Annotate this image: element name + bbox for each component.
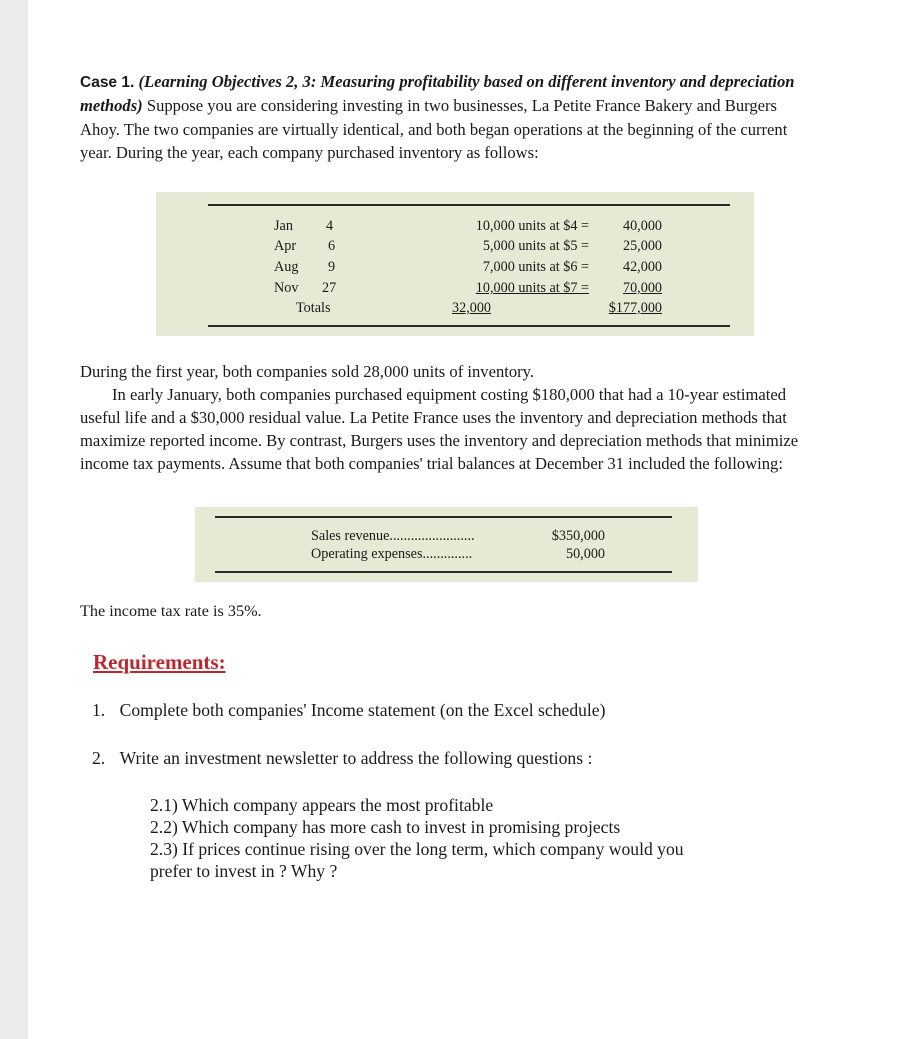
requirement-text: Complete both companies' Income statement (on the Excel schedule)	[119, 700, 606, 720]
case-title: Case 1.	[80, 74, 135, 91]
second-paragraph	[80, 360, 800, 475]
row-day: 6	[328, 238, 336, 254]
row-month: Aug	[274, 259, 299, 275]
sub-question: 2.2) Which company has more cash to invest in promising projects	[150, 817, 621, 837]
sub-question: prefer to invest in ? Why ?	[150, 861, 338, 881]
row-day: 4	[326, 218, 334, 234]
trial-top-rule	[215, 516, 672, 518]
requirement-1	[92, 700, 605, 721]
row-desc: 10,000 units at $7 =	[475, 280, 589, 296]
tax-rate-note: The income tax rate is 35%.	[80, 602, 262, 620]
row-month: Jan	[274, 218, 293, 234]
trial-dots: ..............	[422, 546, 473, 562]
total-units: 32,000	[452, 300, 492, 316]
case-body: Suppose you are considering investing in two businesses, La Petite France Bakery and Burgers Ahoy. The two companies are virtually identical, and both began operations at the beginning of the current year. During the year, each company purchased inventory as follows:	[80, 96, 788, 162]
row-amount: 25,000	[622, 238, 662, 254]
sub-question: 2.3) If prices continue rising over the long term, which company would you	[150, 839, 684, 859]
trial-label: Sales revenue	[311, 528, 390, 544]
row-day: 9	[328, 259, 336, 275]
requirement-2	[92, 748, 592, 769]
sold-units-line: During the first year, both companies sold 28,000 units of inventory.	[80, 362, 535, 381]
sub-question: 2.1) Which company appears the most profitable	[150, 795, 494, 815]
table-bottom-rule	[208, 325, 730, 327]
case-description	[80, 70, 800, 164]
trial-balance-box	[195, 507, 698, 582]
row-month: Nov	[274, 280, 299, 296]
row-desc: 10,000 units at $4 =	[475, 218, 589, 234]
table-top-rule	[208, 204, 730, 206]
row-amount: 70,000	[622, 280, 662, 296]
requirement-number: 2.	[92, 748, 106, 768]
trial-value: $350,000	[551, 528, 605, 544]
row-desc: 7,000 units at $6 =	[482, 259, 589, 275]
trial-bottom-rule	[215, 571, 672, 573]
equipment-paragraph: In early January, both companies purchased equipment costing $180,000 that had a 10-year estimated useful life and a $30,000 residual value. La Petite France uses the inventory and depreciation methods that maximize reported income. By contrast, Burgers uses the inventory and depreciation methods that minimize income tax payments. Assume that both companies' trial balances at December 31 included the following:	[80, 385, 799, 473]
total-amount: $177,000	[608, 300, 662, 316]
row-amount: 40,000	[622, 218, 662, 234]
totals-label: Totals	[296, 300, 331, 316]
row-desc: 5,000 units at $5 =	[482, 238, 589, 254]
requirement-number: 1.	[92, 700, 106, 720]
row-month: Apr	[274, 238, 297, 254]
row-day: 27	[322, 280, 337, 296]
sub-questions	[150, 794, 790, 882]
trial-value: 50,000	[565, 546, 605, 562]
trial-dots: ........................	[389, 528, 475, 544]
row-amount: 42,000	[622, 259, 662, 275]
trial-label: Operating expenses	[311, 546, 423, 562]
case-objectives: (Learning Objectives 2, 3: Measuring profitability based on different inventory and depreciation methods)	[80, 72, 795, 116]
requirements-heading: Requirements:	[93, 650, 226, 674]
purchases-table	[156, 192, 754, 336]
document-page	[28, 0, 899, 1039]
requirement-text: Write an investment newsletter to address the following questions :	[119, 748, 593, 768]
